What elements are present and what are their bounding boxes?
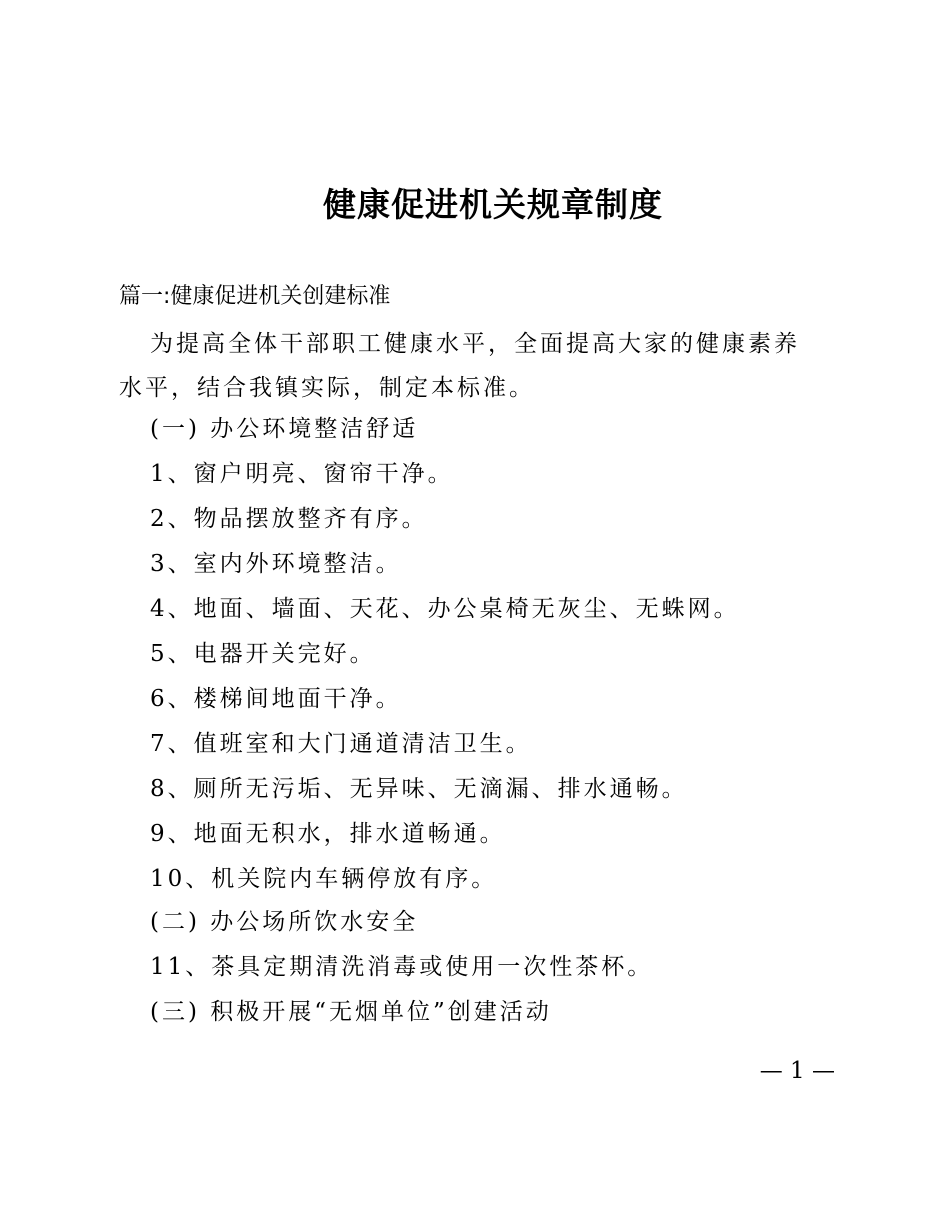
subsection-heading-1: (一) 办公环境整洁舒适 xyxy=(150,416,419,442)
list-item-8: 8、厕所无污垢、无异味、无滴漏、排水通畅。 xyxy=(150,776,688,802)
subsection-heading-2: (二) 办公场所饮水安全 xyxy=(150,909,419,935)
list-item-11: 11、茶具定期清洗消毒或使用一次性茶杯。 xyxy=(150,954,654,980)
list-item-7: 7、值班室和大门通道清洁卫生。 xyxy=(150,731,532,757)
list-item-4: 4、地面、墙面、天花、办公桌椅无灰尘、无蛛网。 xyxy=(150,596,740,622)
page-number: — 1 — xyxy=(759,1058,835,1084)
list-item-3: 3、室内外环境整洁。 xyxy=(150,551,402,577)
list-item-10: 10、机关院内车辆停放有序。 xyxy=(150,866,498,892)
section-heading: 篇一:健康促进机关创建标准 xyxy=(119,284,391,309)
list-item-2: 2、物品摆放整齐有序。 xyxy=(150,506,428,532)
list-item-6: 6、楼梯间地面干净。 xyxy=(150,686,402,712)
list-item-9: 9、地面无积水，排水道畅通。 xyxy=(150,821,506,847)
subsection-heading-3: (三) 积极开展“无烟单位”创建活动 xyxy=(150,999,552,1025)
intro-paragraph: 为提高全体干部职工健康水平，全面提高大家的健康素养水平，结合我镇实际，制定本标准。 xyxy=(119,331,800,401)
document-title: 健康促进机关规章制度 xyxy=(323,185,663,224)
list-item-5: 5、电器开关完好。 xyxy=(150,641,376,667)
list-item-1: 1、窗户明亮、窗帘干净。 xyxy=(150,461,454,487)
